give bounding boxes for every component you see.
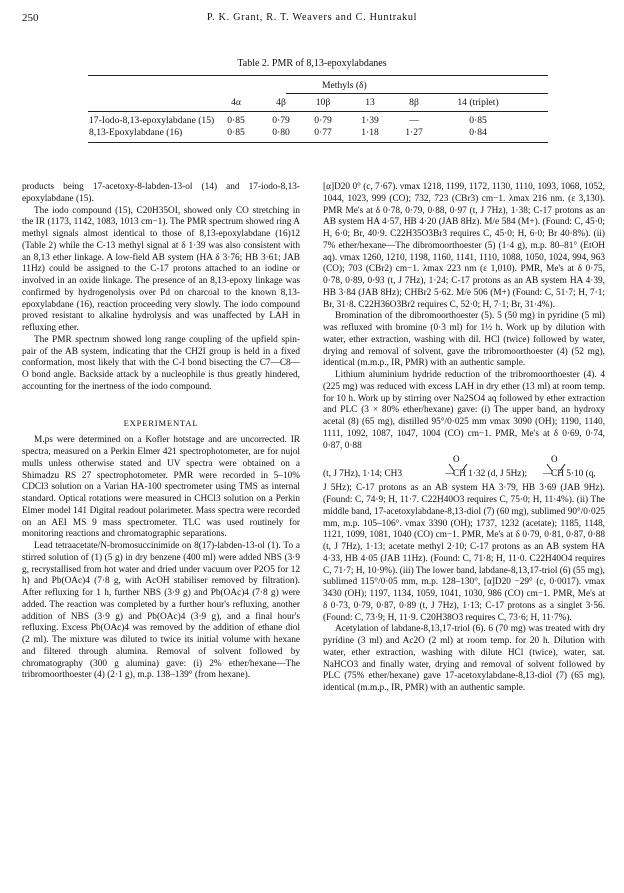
row-compound: 8,13-Epoxylabdane (16): [89, 127, 183, 138]
table-bottom-rule: [88, 142, 548, 143]
page-header: [22, 12, 602, 28]
body-paragraph: [α]D20 0° (c, 7·67). νmax 1218, 1199, 1172, 1130, 1110, 1093, 1068, 1052, 1044, 1023, 999 (CO); 732, 723 (CBr3) cm−1. λmax 216 nm. (ε 3,130). PMR Me's at δ 0·78, 0·79, 0·88, 0·97 (t, J 7Hz), 1·38; C-17 protons as an AB system HA 4·57, HB 4·20 (JAB 8Hz). M/e 584 (M+). (Found: C, 45·0; H, 6·0; Br, 40·9. C22H35O3Br3 requires C, 45·0; H, 6·0; Br 40·8%). (ii) 7% ether/hexane—The dibromoorthoester (5) (1·4 g), m.p. 80–81° (EtOH aq). νmax 1260, 1210, 1198, 1160, 1141, 1110, 1088, 1050, 1024, 994, 963 (CO); 703 (CBr2) cm−1. λmax 223 nm (ε 1,010). PMR, Me's at δ 0·75, 0·78, 0·89, 0·93 (t, J 7Hz), 1·24; C-17 protons as an AB system HA 4·39, HB 3·84 (JAB 8Hz); CHBr2 5·62. M/e 506 (M+) (Found: C, 51·7; H, 7·1; Br, 31·8. C22H36O3Br2 requires C, 52·0; H, 7·1; Br, 31·4%).: [323, 182, 605, 310]
group-header-rule: [286, 93, 548, 94]
col-header-13: 13: [365, 97, 375, 108]
experimental-paragraph: Lead tetraacetate/N-bromosuccinimide on 8(17)-labden-13-ol (1). To a stirred solution of (1) (5 g) in dry benzene (400 ml) were added NBS (3·9 g, recrystallised from hot water and dried under vacuum over P2O5 for 12 h) and Pb(OAc)4 (7·8 g, with AcOH stabiliser removed by filtration). After refluxing for 1 h, further NBS (3·9 g) and Pb(OAc)4 (7·8 g) were added. The reaction was completed by a further hour's refluxing, another addition of NBS (3·9 g) and Pb(OAc)4 (3·9 g), and a final hour's refluxing. Excess Pb(OAc)4 was removed by the addition of ethane diol (2 ml). The mixture was diluted to twice its initial volume with hexane and filtered through alumina. Removal of solvent followed by chromatography (300 g alumina) gave: (i) 2% ether/hexane—The tribromoorthoester (4) (2·1 g), m.p. 138–139° (from hexane).: [22, 541, 300, 681]
right-column: [323, 182, 605, 695]
running-head: P. K. Grant, R. T. Weavers and C. Huntrakul: [206, 12, 418, 23]
row-value: 0·79: [314, 115, 332, 126]
col-header-8b: 8β: [409, 97, 419, 108]
row-value: 0·77: [314, 127, 332, 138]
col-header-14: 14 (triplet): [457, 97, 499, 108]
row-value: 0·85: [469, 115, 487, 126]
methyls-group-header: Methyls (δ): [322, 80, 367, 91]
col-header-4a: 4α: [231, 97, 241, 108]
body-paragraph: Lithium aluminium hydride reduction of the tribromoorthoester (4). 4 (225 mg) was reduced with excess LAH in dry ether (13 ml) at room temp. for 10 h. Work up by stirring over Na2SO4 aq followed by ether extraction and PLC (3 × 80% ether/hexane) gave: (i) The upper band, an hydroxy acetal (8) (65 mg), distilled 95°/0·025 mm νmax 3090 (OH); 1190, 1140, 1111, 1092, 1087, 1047, 1004 (CO) cm−1. PMR, Me's at δ 0·69, 0·74, 0·87, 0·88: [323, 370, 605, 451]
body-paragraph: products being 17-acetoxy-8-labden-13-ol (14) and 17-iodo-8,13-epoxylabdane (15).: [22, 182, 300, 204]
row-value: 1·27: [405, 127, 423, 138]
experimental-paragraph: M.ps were determined on a Kofler hotstage and are uncorrected. IR spectra, measured on a Perkin Elmer 421 spectrophotometer, are for nujol mulls unless otherwise stated and UV spectra were obtained on a Shimadzu RS 27 spectrophotometer. PMR were recorded in 5–10% CDCl3 solution on a Varian HA-100 spectrometer using TMS as internal standard. Optical rotations were measured in CHCl3 solution on a Perkin Elmer model 141 Digital readout polarimeter. Mass spectra were recorded on an AEI MS 9 mass spectrometer. TLC was used routinely for monitoring reactions and chromatographic separations.: [22, 435, 300, 540]
body-paragraph: Bromination of the dibromoorthoester (5). 5 (50 mg) in pyridine (5 ml) was refluxed with bromine (0·3 ml) for 1½ h. Work up by dilution with water, ether extraction, washing with dil. HCl (twice) followed by water, drying and removal of solvent, gave the tribromoorthoester (4) (52 mg), identical (m.m.p., IR, PMR) with an authentic sample.: [323, 311, 605, 369]
col-header-4b: 4β: [276, 97, 286, 108]
struct-text: CH 5·10 (q,: [551, 469, 596, 480]
row-value: 0·84: [469, 127, 487, 138]
row-value: 0·85: [227, 127, 245, 138]
left-column: [22, 182, 300, 682]
row-compound: 17-Iodo-8,13-epoxylabdane (15): [89, 115, 215, 126]
oxygen-atom-label: O: [551, 454, 558, 465]
experimental-heading: EXPERIMENTAL: [123, 417, 199, 428]
row-value: 1·39: [361, 115, 379, 126]
body-paragraph: The iodo compound (15), C20H35OI, showed only CO stretching in the IR (1173, 1142, 1083, 1013 cm−1). The PMR spectrum showed ring A methyl signals almost identical to those of 8,13-epoxylabdane (16)12 (Table 2) while the C-13 methyl signal at δ 1·39 was also consistent with an 8,13 ether linkage. A low-field AB system (HA δ 3·76; HB 3·61; JAB 11Hz) could be assigned to the C-17 protons attached to an iodine or involved in an oxide linkage. The presence of an 8,13-epoxy linkage was confirmed by hydrogenolysis over Pd on charcoal to the known 8,13-epoxylabdane (16), reaction proceeding very slowly. The iodo compound proved resistant to alkaline hydrolysis and was unaffected by LAH in refluxing ether.: [22, 205, 300, 333]
body-paragraph: J 5Hz); C-17 protons as an AB system HA 3·79, HB 3·69 (JAB 9Hz). (Found: C, 74·9; H, 11·7. C22H40O3 requires C, 75·0; H, 11·4%). (ii) The middle band, 17-acetoxylabdane-8,13-diol (7) (60 mg), sublimed 90°/0·025 mm, m.p. 105–106°. νmax 3390 (OH); 1737, 1232 (acetate); 1185, 1148, 1121, 1099, 1081, 1040 (CO) cm−1. PMR, Me's at δ 0·79, 0·81, 0·87, 0·88 (t, J 7Hz), 1·13; acetate methyl 2·10; C-17 protons as an AB system HA 4·33, HB 4·05 (JAB 11Hz). (Found: C, 71·8; H, 11·0. C22H40O4 requires C, 71·7; H, 10·9%). (iii) The lower band, labdane-8,13,17-triol (6) (55 mg), sublimed 115°/0·05 mm, m.p. 128–130°, [α]D20 −29° (c, 0·0017). νmax 3430 (OH); 1197, 1134, 1059, 1041, 1030, 986 (CO) cm−1. PMR, Me's at δ 0·73, 0·79, 0·87, 0·89 (t, J 7Hz), 1·13; C-17 protons as a singlet 3·56. (Found: C, 73·9; H, 11·9. C20H38O3 requires C, 73·6; H, 11·7%).: [323, 483, 605, 623]
row-value: 0·85: [227, 115, 245, 126]
table-header-rule: [88, 111, 548, 112]
body-paragraph: Acetylation of labdane-8,13,17-triol (6). 6 (70 mg) was treated with dry pyridine (3 ml) and Ac2O (2 ml) at room temp. for 20 h. Dilution with water, ether extraction, washing with dilute HCl (twice), water, sat. NaHCO3 and finally water, drying and removal of solvent followed by PLC (75% ether/hexane) gave 17-acetoxylabdane-8,13-diol (7) (65 mg), identical (m.m.p., IR, PMR) with an authentic sample.: [323, 624, 605, 693]
struct-text: (t, J 7Hz), 1·14; CH3: [323, 469, 403, 480]
col-header-10b: 10β: [315, 97, 331, 108]
row-value: 1·18: [361, 127, 379, 138]
acetal-structure-line: O O (t, J 7Hz), 1·14; CH3 — CH 1·32 (d, J 5Hz); — CH 5·10 (q,: [323, 454, 605, 482]
table-top-rule: [88, 75, 548, 76]
row-value: 0·79: [272, 115, 290, 126]
table-caption: Table 2. PMR of 8,13-epoxylabdanes: [237, 58, 387, 69]
struct-text: CH 1·32 (d, J 5Hz);: [453, 469, 528, 480]
row-value: 0·80: [272, 127, 290, 138]
row-value: —: [409, 115, 419, 126]
body-paragraph: The PMR spectrum showed long range coupling of the upfield spin-pair of the AB system, indicating that the CH2I group is held in a fixed conformation, most likely that with the C-I bond bisecting the C7—C8—O bond angle. Backside attack by a nucleophile is thus greatly hindered, accounting for the inertness of the iodo compound.: [22, 334, 300, 392]
oxygen-atom-label: O: [453, 454, 460, 465]
page-number: 250: [22, 12, 39, 24]
